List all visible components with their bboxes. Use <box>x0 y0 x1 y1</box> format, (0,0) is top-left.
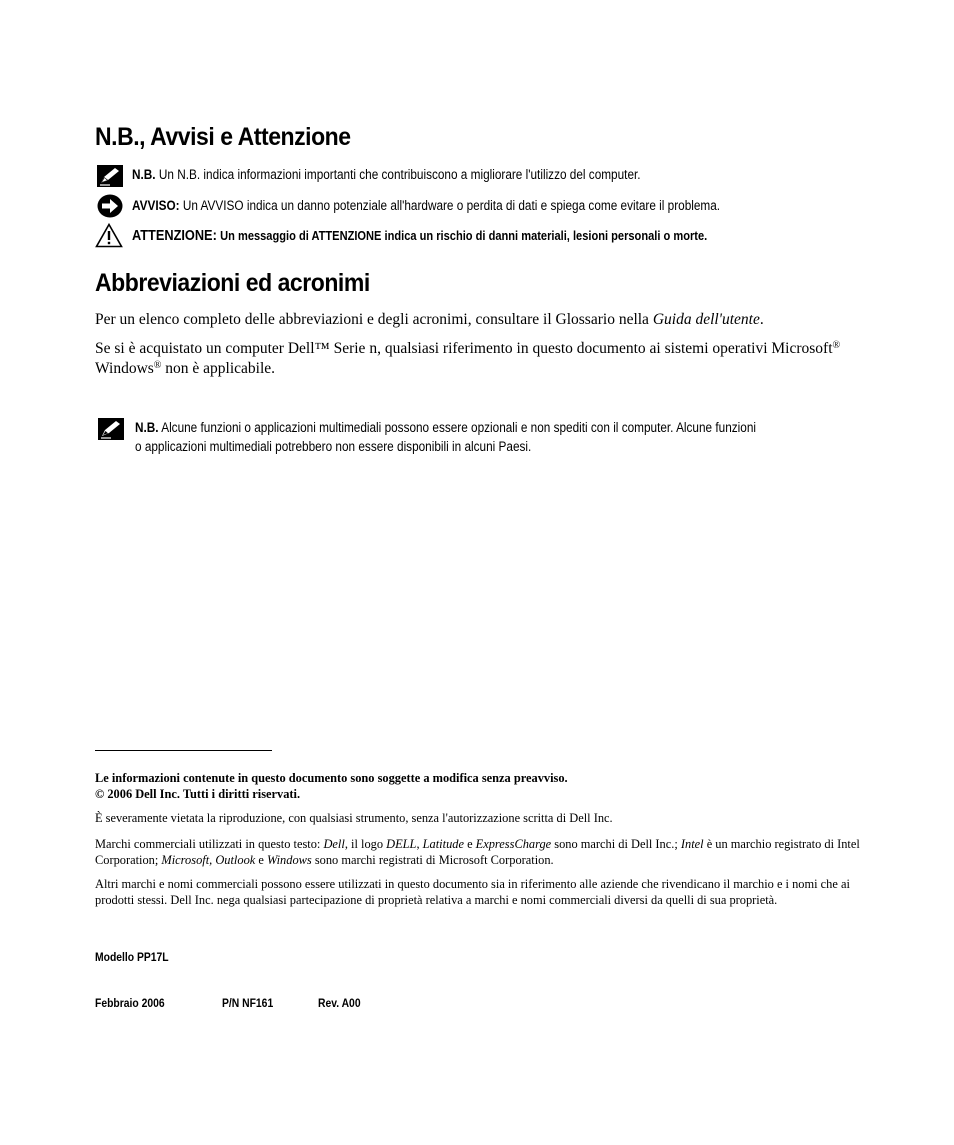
nb-label: N.B. <box>135 420 159 435</box>
tm-text: e <box>463 837 476 851</box>
tm-windows: Windows <box>266 853 312 867</box>
pencil-note-icon <box>97 165 123 192</box>
abbr-p2-b: Windows <box>95 360 154 377</box>
part-number: P/N NF161 <box>222 998 274 1010</box>
tm-text: e <box>255 853 267 867</box>
nb-multimedia-line-1: Alcune funzioni o applicazioni multimediali possono essere opzionali e non spediti con il computer. Alcune funzioni <box>161 420 756 435</box>
registered-mark: ® <box>153 360 162 371</box>
nb-text: Un N.B. indica informazioni importanti che contribuiscono a migliorare l'utilizzo del computer. <box>158 167 641 182</box>
abbr-p2-c: non è applicabile. <box>161 360 276 377</box>
abbr-p1-text: Per un elenco completo delle abbreviazioni e degli acronimi, consultare il Glossario nella <box>95 311 653 328</box>
reproduction-text: È severamente vietata la riproduzione, con qualsiasi strumento, senza l'autorizzazione scritta di Dell Inc. <box>95 811 613 825</box>
copyright-line: © 2006 Dell Inc. Tutti i diritti riservati. <box>95 787 301 801</box>
heading-notes: N.B., Avvisi e Attenzione <box>95 123 351 151</box>
abbr-p2-a: Se si è acquistato un computer Dell™ Serie n, qualsiasi riferimento in questo documento ai sistemi operativi Microsoft <box>95 340 833 357</box>
nb-multimedia-line-2-wrap <box>135 439 531 454</box>
warning-triangle-icon <box>95 223 123 253</box>
other-trademarks-paragraph: Altri marchi e nomi commerciali possono essere utilizzati in questo documento sia in riferimento alle aziende che rivendicano il marchio e i nomi che ai prodotti stessi. Dell Inc. nega qualsiasi partecipazione di proprietà relativa a marchi e nomi commerciali diversi da quelli di sua proprietà. <box>95 877 850 907</box>
attenzione-label: ATTENZIONE: <box>132 228 217 244</box>
tm-text: sono marchi di Dell Inc.; <box>551 837 681 851</box>
footnote-separator <box>95 750 272 751</box>
tm-intel: Intel <box>680 837 704 851</box>
registered-mark: ® <box>832 340 841 351</box>
tm-text: è un marchio registrato di Intel Corporation; <box>95 837 860 867</box>
nb-multimedia-line-2: o applicazioni multimediali potrebbero non essere disponibili in alcuni Paesi. <box>135 439 532 454</box>
nb-notice <box>132 167 641 182</box>
avviso-notice <box>132 198 720 213</box>
pencil-note-icon <box>98 418 124 445</box>
revision: Rev. A00 <box>318 998 361 1010</box>
abbr-paragraph-2 <box>95 339 885 379</box>
avviso-label: AVVISO: <box>132 198 180 213</box>
tm-latitude: Latitude <box>422 837 464 851</box>
abbr-p1-end: . <box>759 311 764 328</box>
legal-notice <box>95 770 895 802</box>
avviso-text: Un AVVISO indica un danno potenziale all'hardware o perdita di dati e spiega come evitare il problema. <box>182 198 721 213</box>
tm-text: sono marchi registrati di Microsoft Corporation. <box>311 853 554 867</box>
tm-text: , <box>416 837 423 851</box>
model-number: Modello PP17L <box>95 952 169 964</box>
nb-label: N.B. <box>132 167 156 182</box>
tm-expresscharge: ExpressCharge <box>475 837 552 851</box>
publication-date: Febbraio 2006 <box>95 998 165 1010</box>
trademarks-paragraph <box>95 836 885 868</box>
nb-multimedia-notice <box>135 420 756 435</box>
tm-dell-logo: DELL <box>386 837 417 851</box>
abbr-paragraph-1 <box>95 310 895 330</box>
tm-dell: Dell <box>323 837 345 851</box>
attenzione-notice <box>132 228 707 244</box>
user-guide-title: Guida dell'utente <box>652 311 760 328</box>
heading-abbreviations: Abbreviazioni ed acronimi <box>95 269 370 297</box>
arrow-circle-icon <box>97 194 123 223</box>
attenzione-text: Un messaggio di ATTENZIONE indica un rischio di danni materiali, lesioni personali o morte. <box>220 229 708 243</box>
tm-text: , il logo <box>344 837 387 851</box>
tm-microsoft-outlook: Microsoft, Outlook <box>161 853 256 867</box>
tm-text: Marchi commerciali utilizzati in questo testo: <box>95 837 324 851</box>
legal-notice-line-1: Le informazioni contenute in questo documento sono soggette a modifica senza preavviso. <box>95 771 568 785</box>
